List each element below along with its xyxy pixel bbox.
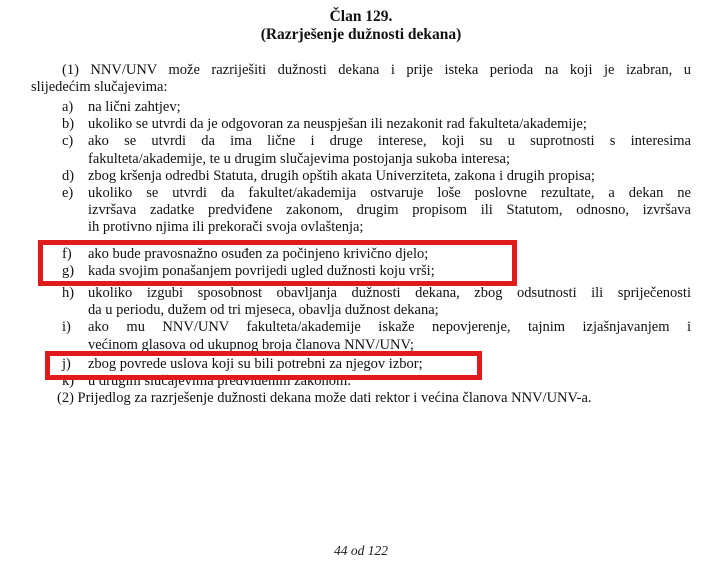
- item-letter: f): [62, 245, 72, 262]
- list-item-b: [31, 116, 691, 133]
- red-highlight-box-item-j: [45, 351, 482, 380]
- item-letter: b): [62, 116, 75, 133]
- item-letter: j): [62, 355, 71, 372]
- item-letter: i): [62, 319, 71, 336]
- item-line: na lični zahtjev;: [88, 99, 181, 115]
- item-letter: a): [62, 99, 74, 115]
- item-letter: e): [62, 185, 74, 202]
- item-line: izvršava zadatke predviđene zakonom, drugim propisom ili Statutom, odnosno, izvršava: [88, 202, 691, 219]
- list-item-d: [31, 168, 691, 185]
- item-line: ukoliko se utvrdi da je odgovoran za neuspješan ili nezakonit rad fakulteta/akademije;: [88, 116, 587, 133]
- item-letter: h): [62, 285, 75, 302]
- paragraph-1: [31, 62, 691, 96]
- item-line: kada svojim ponašanjem povrijedi ugled dužnosti koju vrši;: [88, 262, 435, 279]
- item-line: ako se utvrdi da ima lične i druge interese, koji su u suprotnosti s interesima: [88, 133, 691, 150]
- item-line: ako bude pravosnažno osuđen za počinjeno krivično djelo;: [88, 245, 429, 262]
- item-line: zbog povrede uslova koji su bili potrebni za njegov izbor;: [88, 355, 423, 372]
- item-line: da u periodu, dužem od tri mjeseca, obavlja dužnost dekana;: [88, 302, 439, 319]
- paragraph-1-line: slijedećim slučajevima:: [31, 79, 168, 96]
- item-line: u drugim slučajevima predviđenim zakonom.: [88, 373, 351, 390]
- item-line: fakulteta/akademije, te u drugim slučajevima postojanja sukoba interesa;: [88, 150, 510, 167]
- red-highlight-box-items-f-g: [38, 240, 517, 286]
- item-letter: g): [62, 262, 75, 279]
- item-line: ako mu NNV/UNV fakulteta/akademije iskaže nepovjerenje, tajnim izjašnjavanjem i: [88, 319, 691, 336]
- article-title: Član 129.: [329, 8, 393, 25]
- item-line: većinom glasova od ukupnog broja članova NNV/UNV;: [88, 336, 414, 353]
- paragraph-2: (2) Prijedlog za razrješenje dužnosti dekana može dati rektor i većina članova NNV/UNV-a.: [57, 390, 592, 407]
- page-number: 44 od 122: [334, 543, 388, 558]
- list-item-a: [31, 99, 691, 116]
- item-line: ukoliko se utvrdi da fakultet/akademija ostvaruje loše poslovne rezultate, a dekan ne: [88, 185, 691, 202]
- item-letter: d): [62, 167, 75, 184]
- list-item-c: [31, 133, 691, 167]
- document-content: [31, 8, 691, 407]
- list-item-i: [31, 319, 691, 353]
- item-line: ih protivno njima ili prekorači svoja ovlaštenja;: [88, 219, 364, 236]
- item-letter: c): [62, 133, 74, 150]
- item-letter: k): [62, 373, 75, 390]
- item-line: ukoliko izgubi sposobnost obavljanja dužnosti dekana, zbog odsutnosti ili spriječenosti: [88, 285, 691, 302]
- list-item-e: [31, 185, 691, 237]
- article-subtitle: (Razrješenje dužnosti dekana): [260, 26, 462, 43]
- item-line: zbog kršenja odredbi Statuta, drugih opštih akata Univerziteta, zakona i drugih propisa;: [88, 167, 595, 184]
- list-item-h: [31, 285, 691, 319]
- paragraph-1-line: (1) NNV/UNV može razriješiti dužnosti dekana i prije isteka perioda na koji je izabran, u: [62, 62, 691, 78]
